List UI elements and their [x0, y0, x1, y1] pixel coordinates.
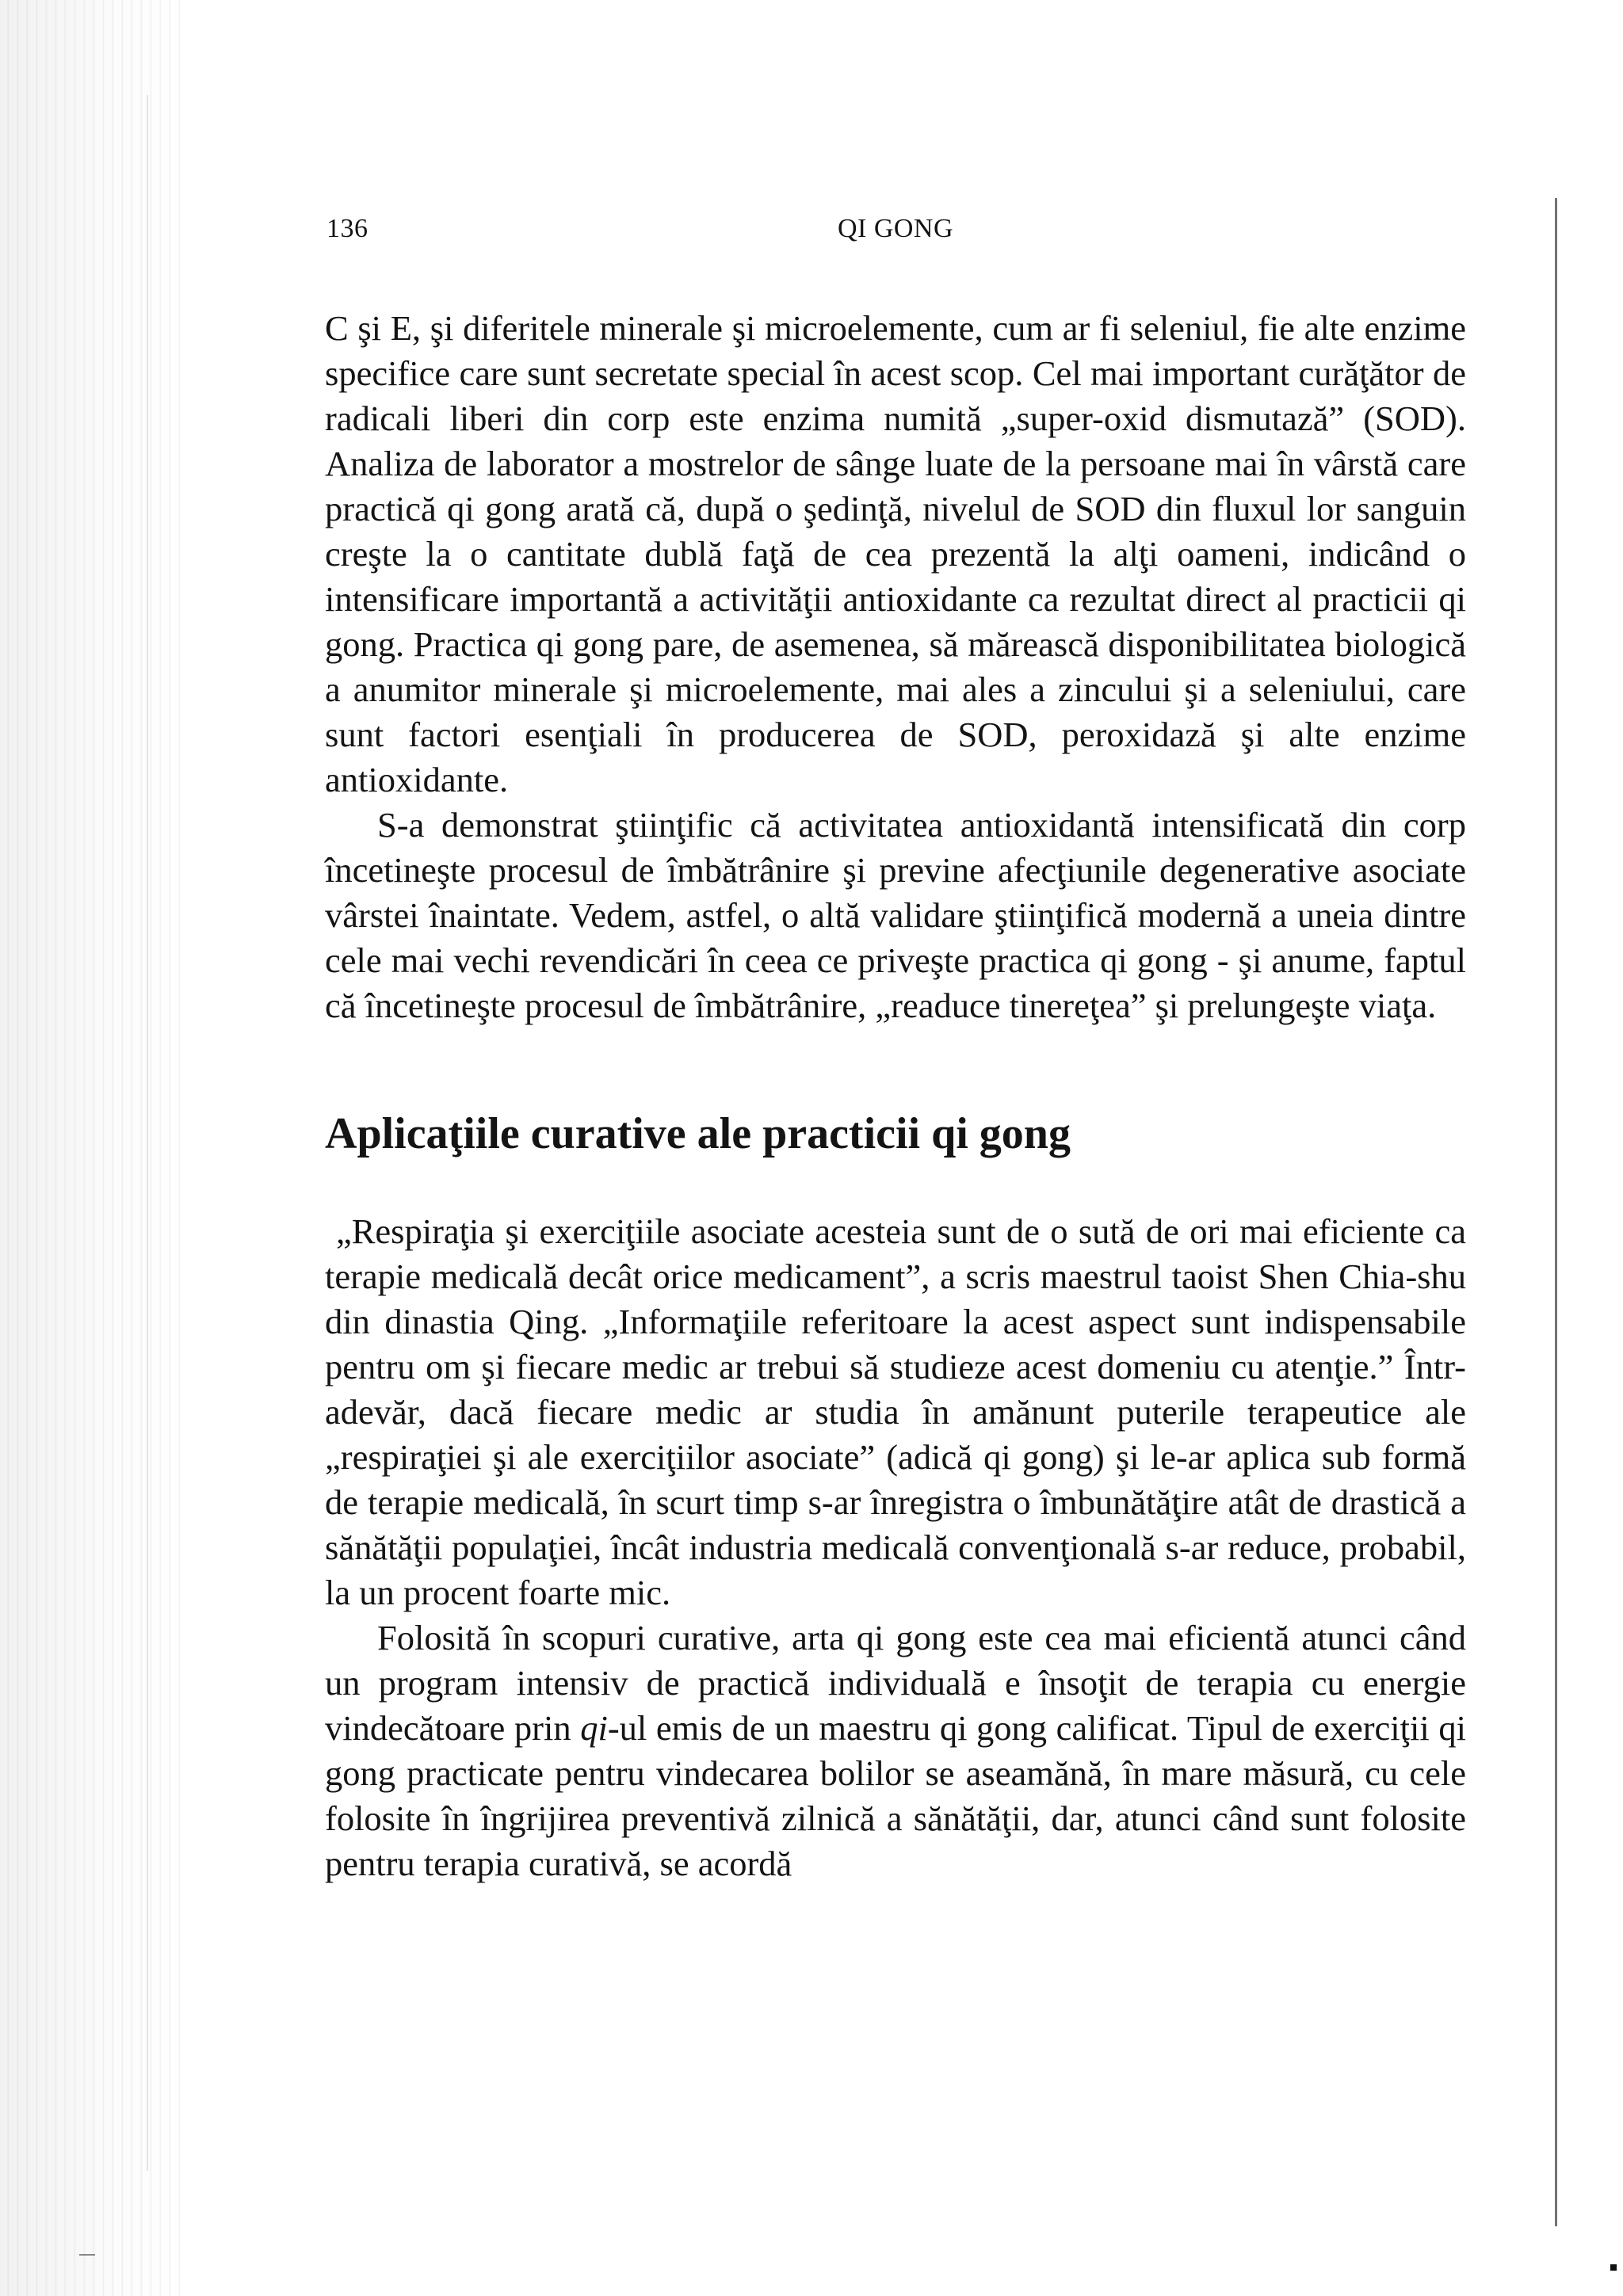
paragraph [325, 1615, 1466, 1886]
paragraph: „Respiraţia şi exerciţiile asociate acesteia sunt de o sută de ori mai eficiente ca terapie medicală decât orice medicament”, a scris maestrul taoist Shen Chia-shu din dinastia Qing. „Informaţiile referitoare la acest aspect sunt indispensabile pentru om şi fiecare medic ar trebui să studieze acest domeniu cu atenţie.” Într-adevăr, dacă fiecare medic ar studia în amănunt puterile terapeutice ale „respiraţiei şi ale exerciţiilor asociate” (adică qi gong) şi le-ar aplica sub formă de terapie medicală, în scurt timp s-ar înregistra o îmbunătăţire atât de drastică a sănătăţii populaţiei, încât industria medicală convenţională s-ar reduce, probabil, la un procent foarte mic. [325, 1211, 1466, 1612]
scan-mark [79, 2254, 95, 2256]
scan-dot [1610, 2264, 1617, 2271]
scan-edge-left [0, 0, 182, 2296]
page-number: 136 [327, 214, 369, 243]
scan-edge-right [1555, 198, 1557, 2226]
book-page [325, 214, 1466, 1886]
body-text-top [325, 306, 1466, 1028]
body-text-section [325, 1209, 1466, 1886]
running-head [325, 214, 1466, 261]
running-title: QI GONG [837, 214, 954, 243]
text-run: Folosită în scopuri curative, arta qi gong este cea mai eficientă atunci când un program intensiv de practică individuală e însoţit de terapia cu energie vindecătoare prin [325, 1618, 1466, 1748]
paragraph-continued: C şi E, şi diferitele minerale şi microelemente, cum ar fi seleniul, fie alte enzime specifice care sunt secretate special în acest scop. Cel mai important curăţător de radicali liberi din corp este enzima numită „super-oxid dismutază” (SOD). Analiza de laborator a mostrelor de sânge luate de la persoane mai în vârstă care practică qi gong arată că, după o şedinţă, nivelul de SOD din fluxul lor sanguin creşte la o cantitate dublă faţă de cea prezentă la alţi oameni, indicând o intensificare importantă a activităţii antioxidante ca rezultat direct al practicii qi gong. Practica qi gong pare, de asemenea, să mărească disponibilitatea biologică a anumitor minerale şi microelemente, mai ales a zincului şi a seleniului, care sunt factori esenţiali în producerea de SOD, peroxidază şi alte enzime antioxidante. [325, 308, 1466, 799]
text-run: -ul emis de un maestru qi gong calificat. Tipul de exerciţii qi gong practicate pentru vindecarea bolilor se aseamănă, în mare măsură, cu cele folosite în îngrijirea preventivă zilnică a sănătăţii, dar, atunci când sunt folosite pentru terapia curativă, se acordă [325, 1708, 1467, 1883]
paragraph: S-a demonstrat ştiinţific că activitatea antioxidantă intensificată din corp încetineşte procesul de îmbătrânire şi previne afecţiunile degenerative asociate vârstei înaintate. Vedem, astfel, o altă validare ştiinţifică modernă a uneia dintre cele mai vechi revendicări în ceea ce priveşte practica qi gong - şi anume, faptul că încetineşte procesul de îmbătrânire, „readuce tinereţea” şi prelungeşte viaţa. [325, 805, 1466, 1025]
italic-term: qi [580, 1708, 608, 1748]
section-heading: Aplicaţiile curative ale practicii qi gong [325, 1109, 1071, 1158]
